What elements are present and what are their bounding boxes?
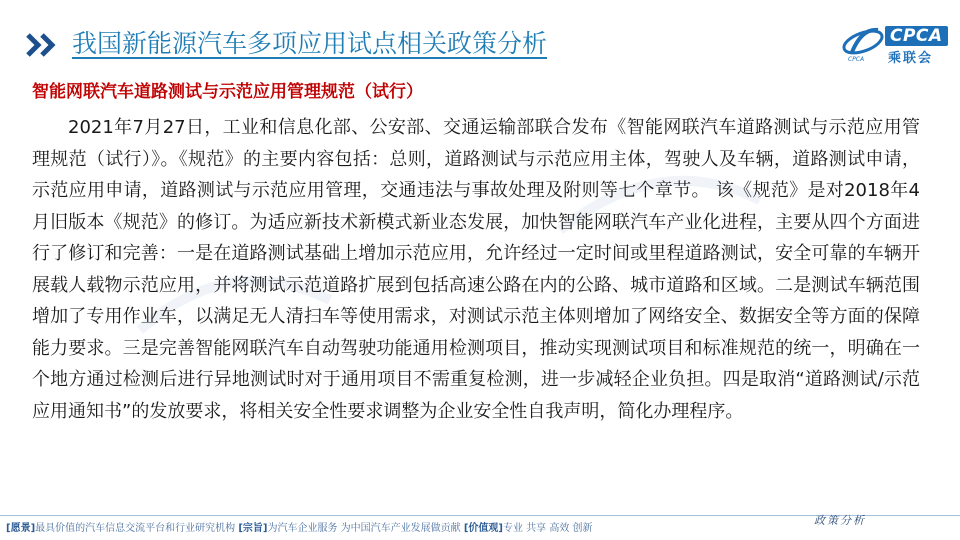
values-text: 专业 共享 高效 创新 bbox=[502, 523, 593, 534]
values-tag: [价值观] bbox=[463, 523, 503, 534]
vision-text: 最具价值的汽车信息交流平台和行业研究机构 bbox=[35, 523, 236, 534]
header bbox=[0, 22, 960, 68]
purpose-text: 为汽车企业服务 为中国汽车产业发展做贡献 bbox=[267, 523, 461, 534]
logo-cn-name: 乘联会 bbox=[888, 51, 934, 66]
section-title: 智能网联汽车道路测试与示范应用管理规范（试行） bbox=[32, 82, 423, 102]
logo-brand: CPCA bbox=[885, 26, 948, 46]
double-chevron-right-icon bbox=[26, 33, 66, 57]
footer-section-label: 政策分析 bbox=[814, 514, 866, 527]
page-title: 我国新能源汽车多项应用试点相关政策分析 bbox=[72, 29, 548, 58]
logo bbox=[838, 22, 950, 66]
purpose-tag: [宗旨] bbox=[238, 523, 268, 534]
footer-statement bbox=[6, 522, 593, 536]
vision-tag: [愿景] bbox=[6, 523, 36, 534]
body-paragraph: 2021年7月27日，工业和信息化部、公安部、交通运输部联合发布《智能网联汽车道路测试与示范应用管理规范（试行）》。《规范》的主要内容包括：总则，道路测试与示范应用主体，驾驶人及车辆，道路测试申请，示范应用申请，道路测试与示范应用管理，交通违法与事故处理及附则等七个章节。 该《规范》是对2018年4月旧版本《规范》的修订。为适应新技术新模式新业态发展，加快智能网联汽车产业化进程，主要从四个方面进行了修订和完善：一是在道路测试基础上增加示范应用，允许经过一定时间或里程道路测试，安全可靠的车辆开展载人载物示范应用，并将测试示范道路扩展到包括高速公路在内的公路、城市道路和区域。二是测试车辆范围增加了专用作业车，以满足无人清扫车等使用需求，对测试示范主体则增加了网络安全、数据安全等方面的保障能力要求。三是完善智能网联汽车自动驾驶功能通用检测项目，推动实现测试项目和标准规范的统一，明确在一个地方通过检测后进行异地测试时对于通用项目不需重复检测，进一步减轻企业负担。四是取消“道路测试/示范应用通知书”的发放要求，将相关安全性要求调整为企业安全性自我声明，简化办理程序。 bbox=[32, 117, 920, 422]
logo-small-mark: CPCA bbox=[848, 56, 865, 63]
